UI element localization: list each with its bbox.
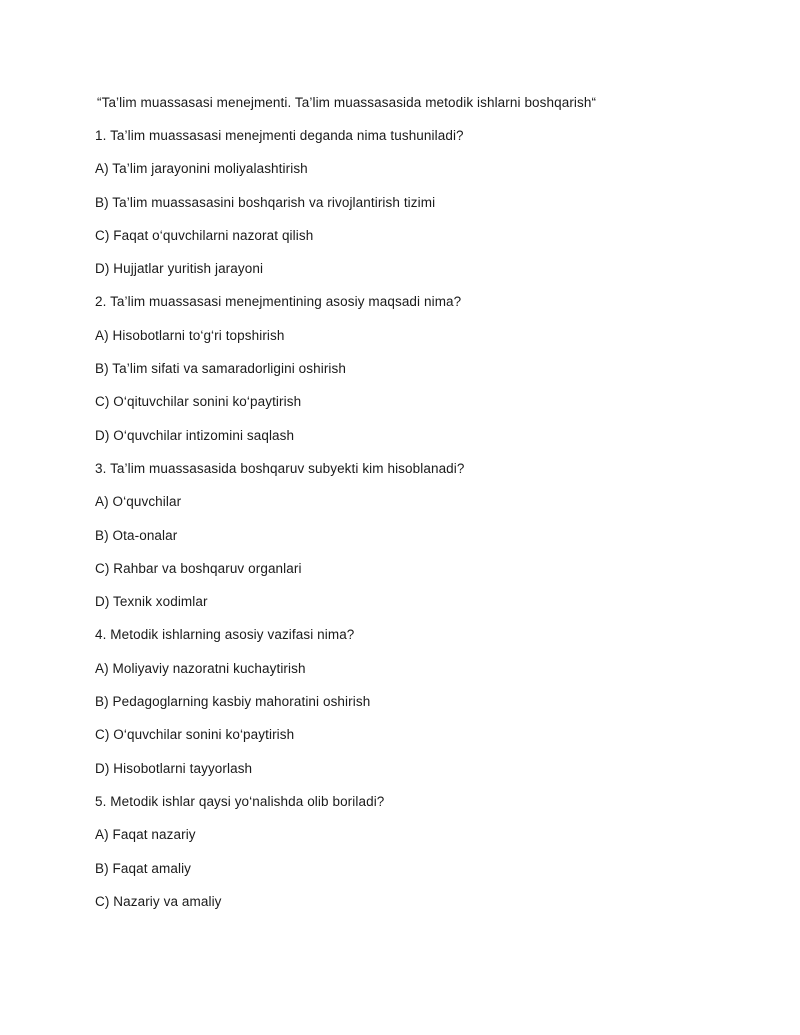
document-title: “Ta’lim muassasasi menejmenti. Ta’lim muassasasida metodik ishlarni boshqarish“	[97, 95, 597, 110]
question-4-option-c: C) O‘quvchilar sonini ko‘paytirish	[95, 727, 295, 743]
question-5-option-a: A) Faqat nazariy	[95, 827, 196, 843]
question-2-option-d: D) O‘quvchilar intizomini saqlash	[95, 427, 295, 443]
question-3-option-b: B) Ota-onalar	[95, 527, 178, 543]
question-3-option-c: C) Rahbar va boshqaruv organlari	[95, 560, 302, 576]
question-list	[95, 127, 715, 926]
question-3-option-a: A) O‘quvchilar	[95, 494, 182, 510]
question-1-option-c: C) Faqat o‘quvchilarni nazorat qilish	[95, 227, 314, 243]
question-3-option-d: D) Texnik xodimlar	[95, 594, 208, 610]
question-4-option-d: D) Hisobotlarni tayyorlash	[95, 760, 253, 776]
question-4-text: 4. Metodik ishlarning asosiy vazifasi nima?	[95, 627, 355, 643]
question-5-option-c: C) Nazariy va amaliy	[95, 893, 222, 909]
question-3-text: 3. Ta’lim muassasasida boshqaruv subyekti kim hisoblanadi?	[95, 460, 465, 476]
question-1-option-b: B) Ta’lim muassasasini boshqarish va rivojlantirish tizimi	[95, 194, 436, 210]
question-2-option-c: C) O‘qituvchilar sonini ko‘paytirish	[95, 394, 302, 410]
question-5-text: 5. Metodik ishlar qaysi yo‘nalishda olib boriladi?	[95, 793, 385, 809]
question-1-option-a: A) Ta’lim jarayonini moliyalashtirish	[95, 161, 308, 177]
question-4-option-a: A) Moliyaviy nazoratni kuchaytirish	[95, 660, 306, 676]
question-2-option-a: A) Hisobotlarni to‘g‘ri topshirish	[95, 327, 285, 343]
question-2-text: 2. Ta’lim muassasasi menejmentining asosiy maqsadi nima?	[95, 294, 462, 310]
question-2-option-b: B) Ta’lim sifati va samaradorligini oshirish	[95, 361, 346, 377]
question-4-option-b: B) Pedagoglarning kasbiy mahoratini oshirish	[95, 694, 371, 710]
question-1-text: 1. Ta’lim muassasasi menejmenti deganda nima tushuniladi?	[95, 128, 464, 143]
question-1-option-d: D) Hujjatlar yuritish jarayoni	[95, 261, 264, 277]
question-5-option-b: B) Faqat amaliy	[95, 860, 192, 876]
